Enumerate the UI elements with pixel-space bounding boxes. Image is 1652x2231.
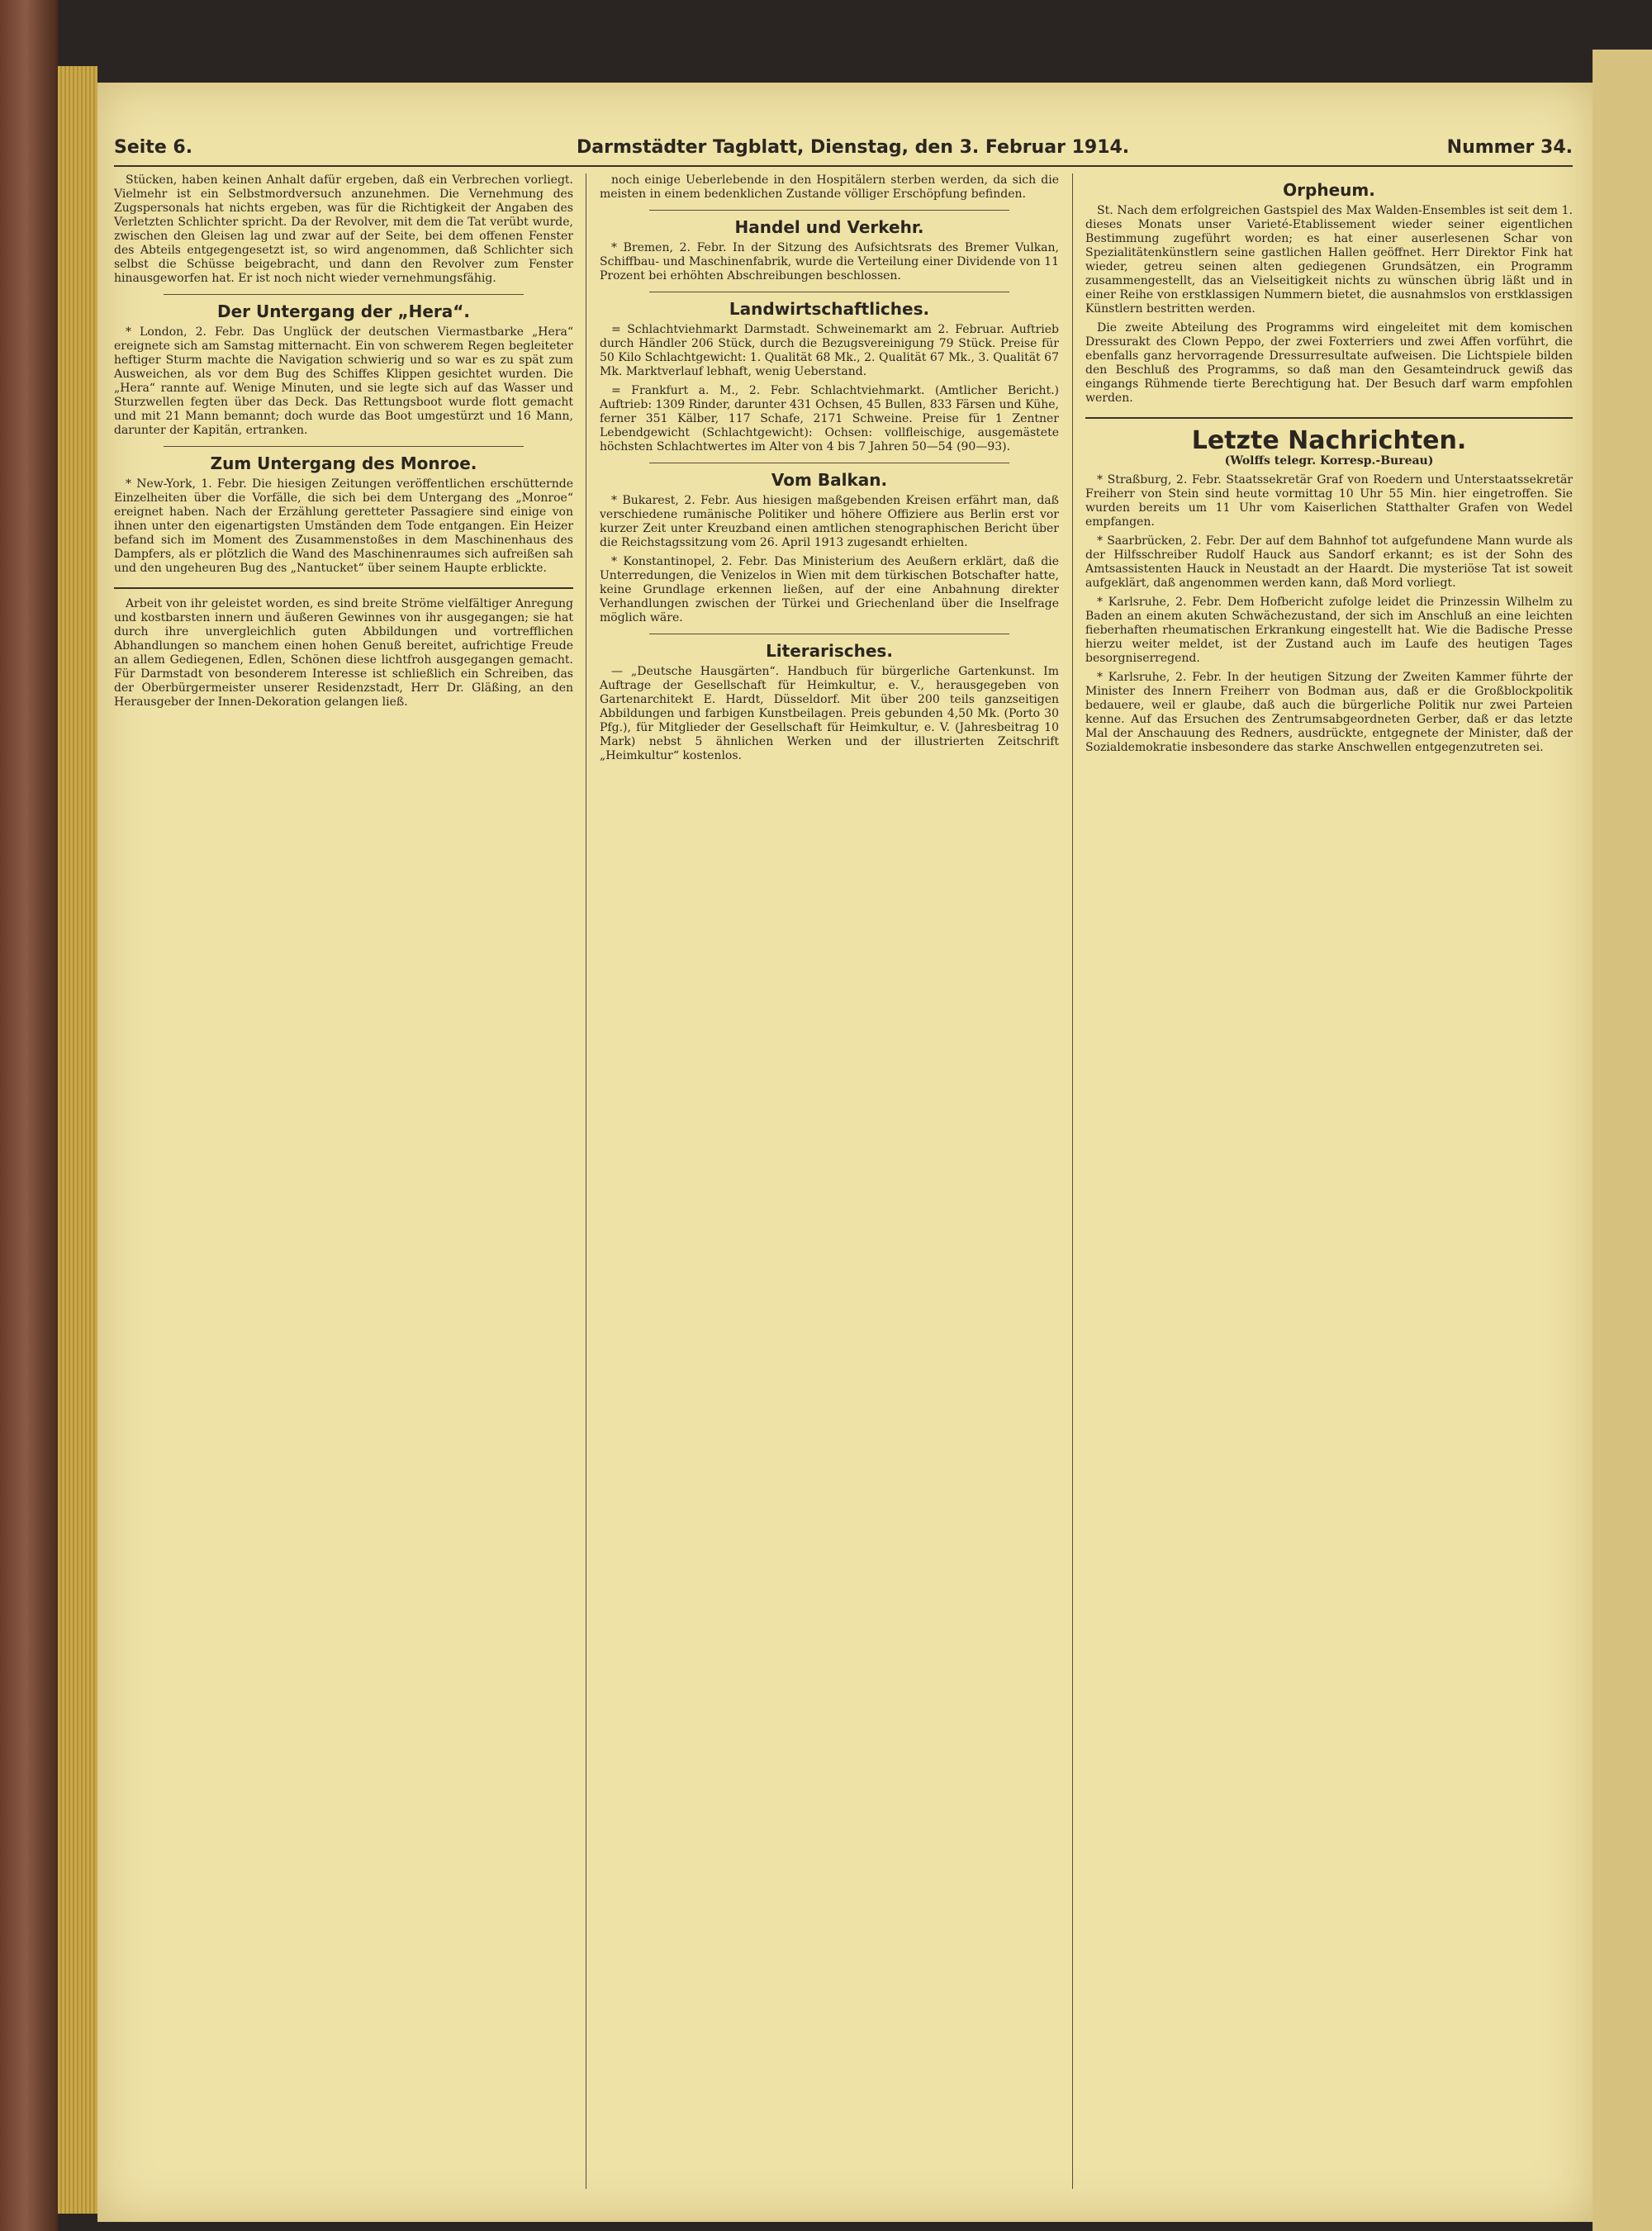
article-text: * Bukarest, 2. Febr. Aus hiesigen maßgebenden Kreisen erfährt man, daß verschiedene rumänische Politiker und höhere Offiziere aus Berlin erst vor kurzer Zeit unter Kreuzband einen amtlichen stenographischen Bericht über die Reichstagssitzung vom 26. April 1913 zugesandt erhielten. — [600, 494, 1059, 549]
headline-letzte-nachrichten: Letzte Nachrichten. — [1191, 426, 1467, 455]
divider — [1085, 417, 1573, 419]
article-text: * Karlsruhe, 2. Febr. Dem Hofbericht zufolge leidet die Prinzessin Wilhelm zu Baden an einem akuten Schwächezustand, der sich im Anschluß an eine leichten fieberhaften rheumatischen Erkrankung eingestellt hat. Wie die Badische Presse hierzu weiter meldet, ist der Zustand auch im Laufe des heutigen Tages besorgniserregend. — [1085, 596, 1573, 665]
article-text: * London, 2. Febr. Das Unglück der deutschen Viermastbarke „Hera“ ereignete sich am Samstag mitternacht. Ein von schwerem Regen begleiteter heftiger Sturm machte die Navigation schwierig und so war es zu spät zum Ausweichen, als vor dem Bug des Schiffes Klippen gesichtet wurden. Die „Hera“ rannte auf. Wenige Minuten, und sie legte sich auf das Wasser und Sturzwellen fegten über das Deck. Das Rettungsboot wurde flott gemacht und mit 21 Mann bemannt; doch wurde das Boot umgestürzt und 16 Mann, darunter der Kapitän, ertranken. — [114, 325, 573, 437]
article-text: * New-York, 1. Febr. Die hiesigen Zeitungen veröffentlichen erschütternde Einzelheiten über die Vorfälle, die sich bei dem Untergang des „Monroe“ ereignet haben. Nach der Erzählung geretteter Passagiere sind einige von ihnen unter den eigenartigsten Umständen dem Tode entgangen. Ein Heizer befand sich im Moment des Zusammenstoßes in dem Maschinenhaus des Dampfers, als er plötzlich die Wand des Maschinenraumes sich aufreißen sah und den ungeheuren Bug des „Nantucket“ über seinem Haupte erblickte. — [114, 477, 573, 575]
headline-monroe: Zum Untergang des Monroe. — [210, 453, 477, 473]
facing-page-edge — [1593, 50, 1652, 2231]
headline-literarisches: Literarisches. — [766, 641, 893, 661]
article-text: * Straßburg, 2. Febr. Staatssekretär Graf von Roedern und Unterstaatssekretär Freiherr von Stein sind heute vormittag 10 Uhr 55 Min. hier eingetroffen. Sie wurden bereits um 11 Uhr vom Kaiserlichen Statthalter Grafen von Wedel empfangen. — [1085, 473, 1573, 529]
article-text: * Saarbrücken, 2. Febr. Der auf dem Bahnhof tot aufgefundene Mann wurde als der Hilfsschreiber Rudolf Hauck aus Sandorf erkannt; es ist der Sohn des Amtsassistenten Hauck in Neustadt an der Haardt. Die mysteriöse Tat ist soweit aufgeklärt, daß angenommen werden kann, daß Mord vorliegt. — [1085, 534, 1573, 590]
article-text: = Schlachtviehmarkt Darmstadt. Schweinemarkt am 2. Februar. Auftrieb durch Händler 206 Stück, durch die Bezugsvereinigung 79 Stück. Preise für 50 Kilo Schlachtgewicht: 1. Qualität 68 Mk., 2. Qualität 67 Mk., 3. Qualität 67 Mk. Marktverlauf lebhaft, wenig Ueberstand. — [600, 323, 1059, 378]
book-spine — [0, 0, 58, 2231]
divider — [114, 587, 573, 589]
divider — [164, 294, 524, 295]
article-text: Arbeit von ihr geleistet worden, es sind breite Ströme vielfältiger Anregung und kostbarsten innern und äußeren Gewinnes von ihr ausgegangen; sie hat durch ihre unvergleichlich guten Abbildungen und vortrefflichen Abhandlungen so manchem einen hohen Genuß bereitet, aufrichtige Freude an allem Gediegenen, Edlen, Schönen diese lichtfroh ausgegangen gemacht. Für Darmstadt von besonderem Interesse ist schließlich ein Schreiben, das der Oberbürgermeister unserer Residenzstadt, Herr Dr. Gläßing, an den Herausgeber der Innen-Dekoration gelangen ließ. — [114, 597, 573, 709]
headline-landwirtschaft: Landwirtschaftliches. — [729, 299, 930, 319]
article-text: St. Nach dem erfolgreichen Gastspiel des Max Walden-Ensembles ist seit dem 1. dieses Monats unser Varieté-Etablissement wieder seiner eigentlichen Bestimmung zugeführt worden; es hat einer auserlesenen Schar von Spezialitätenkünstlern seine gastlichen Hallen geöffnet. Herr Direktor Fink hat wieder, getreu seinen alten gediegenen Grundsätzen, ein Programm zusammengestellt, das an Vielseitigkeit nichts zu wünschen übrig läßt und in einer Reihe von erstklassigen Nummern bietet, die ausnahmslos von erstklassigen Künstlern bestritten werden. — [1085, 204, 1573, 316]
article-text: * Konstantinopel, 2. Febr. Das Ministerium des Aeußern erklärt, daß die Unterredungen, die Venizelos in Wien mit dem türkischen Botschafter hatte, keine Grundlage erkennen ließen, auf der eine Anbahnung direkter Verhandlungen zwischen der Türkei und Griechenland über die Inselfrage möglich wäre. — [600, 555, 1059, 624]
divider — [164, 446, 524, 447]
page-number: Seite 6. — [114, 137, 193, 158]
divider — [649, 210, 1009, 211]
wire-service-credit: (Wolffs telegr. Korresp.-Bureau) — [1224, 454, 1434, 468]
article-text: * Bremen, 2. Febr. In der Sitzung des Aufsichtsrats des Bremer Vulkan, Schiffbau- und Maschinenfabrik, wurde die Verteilung einer Dividende von 11 Prozent bei erhöhten Abschreibungen beschlossen. — [600, 241, 1059, 282]
column-1 — [114, 173, 573, 2189]
column-2 — [600, 173, 1059, 2189]
article-text: Die zweite Abteilung des Programms wird eingeleitet mit dem komischen Dressurakt des Clown Peppo, der zwei Foxterriers und zwei Affen vorführt, die ebenfalls ganz hervorragende Dressurresultate aufweisen. Die Lichtspiele bilden den Beschluß des Programms, so daß man den Gesamteindruck gewiß das eingangs Rühmende tierte Berechtigung hat. Der Besuch darf warm empfohlen werden. — [1085, 321, 1573, 405]
article-text: = Frankfurt a. M., 2. Febr. Schlachtviehmarkt. (Amtlicher Bericht.) Auftrieb: 1309 Rinder, darunter 431 Ochsen, 45 Bullen, 833 Färsen und Kühe, ferner 351 Kälber, 117 Schafe, 2171 Schweine. Preise für 1 Zentner Lebendgewicht (Schlachtgewicht): Ochsen: vollfleischige, ausgemästete höchsten Schlachtwertes im Alter von 4 bis 7 Jahren 50—54 (90—93). — [600, 384, 1059, 453]
headline-hera: Der Untergang der „Hera“. — [216, 301, 471, 321]
column-rule — [1072, 173, 1073, 2189]
page-header — [114, 132, 1573, 167]
issue-number: Nummer 34. — [1446, 137, 1573, 158]
article-text: noch einige Ueberlebende in den Hospitälern sterben werden, da sich die meisten in einem bedenklichen Zustande völliger Erschöpfung befinden. — [600, 173, 1059, 201]
page-edges — [58, 66, 97, 2214]
headline-handel: Handel und Verkehr. — [734, 217, 924, 237]
headline-balkan: Vom Balkan. — [771, 470, 888, 490]
article-text: * Karlsruhe, 2. Febr. In der heutigen Sitzung der Zweiten Kammer führte der Minister des Innern Freiherr von Bodman aus, daß er die Großblockpolitik bedauere, weil er glaube, daß auch die bürgerliche Politik nur zwei Parteien kenne. Auf das Ersuchen des Zentrumsabgeordneten Gerber, daß er das letzte Mal der Anschauung des Redners, ausdrückte, entgegnete der Minister, daß der Sozialdemokratie insbesondere das starke Anschwellen entgegenzutreten sei. — [1085, 671, 1573, 754]
article-text: Stücken, haben keinen Anhalt dafür ergeben, daß ein Verbrechen vorliegt. Vielmehr ist ein Selbstmordversuch anzunehmen. Die Vernehmung des Zugspersonals hat nichts ergeben, was für die Richtigkeit der Angaben des Verletzten Schlichter spricht. Da der Revolver, mit dem die Tat verübt wurde, zwischen den Gleisen lag und zwar auf der Seite, bei dem offenen Fenster des Abteils entgegengesetzt ist, so wird angenommen, daß Schlichter sich selbst die Schüsse beigebracht, und dann den Revolver zum Fenster hinausgeworfen hat. Er ist noch nicht wieder vernehmungsfähig. — [114, 173, 573, 285]
newspaper-page — [97, 83, 1593, 2222]
column-3 — [1085, 173, 1573, 2189]
article-text: — „Deutsche Hausgärten“. Handbuch für bürgerliche Gartenkunst. Im Auftrage der Gesellschaft für Heimkultur, e. V., herausgegeben von Gartenarchitekt E. Hardt, Düsseldorf. Mit über 200 teils ganzseitigen Abbildungen und farbigen Kunstbeilagen. Preis gebunden 4,50 Mk. (Porto 30 Pfg.), für Mitglieder der Gesellschaft für Heimkultur, e. V. (Jahresbeitrag 10 Mark) nebst 5 ähnlichen Werken und der illustrierten Zeitschrift „Heimkultur“ kostenlos. — [600, 665, 1059, 762]
masthead-date: Darmstädter Tagblatt, Dienstag, den 3. Februar 1914. — [577, 137, 1130, 158]
headline-orpheum: Orpheum. — [1283, 180, 1375, 200]
